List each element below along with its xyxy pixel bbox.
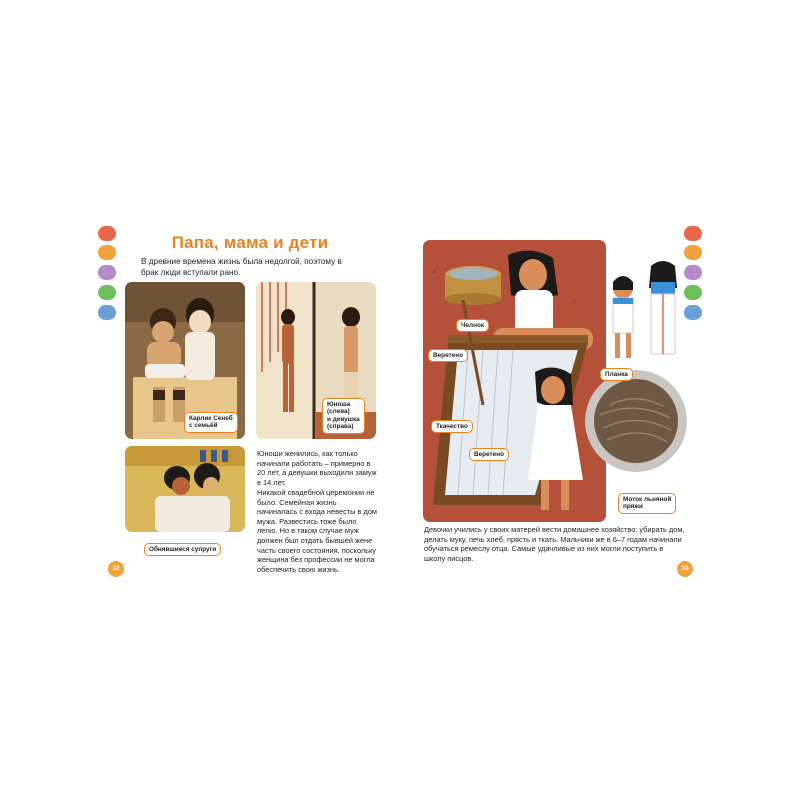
photo-embracing-spouses	[125, 446, 245, 532]
label-plank: Планка	[600, 368, 633, 381]
paragraph-wedding-divorce: Никакой свадебной церемонии не было. Семейная жизнь начиналась с входа невесты в дом мужа. Развестись тоже было легко. Но в таком случае муж должен был отдать бывшей жене часть своего состояния, поскольку женщина без профессии не могла обеспечить свою жизнь.	[257, 488, 378, 574]
illustration-weaving	[423, 240, 606, 522]
caption-embracing-spouses: Обнявшиеся супруги	[144, 543, 221, 556]
chapter-tab-red[interactable]	[98, 226, 116, 241]
caption-youth-and-girl: Юноша (слева) и девушка (справа)	[322, 398, 365, 434]
label-spindle-bottom: Веретено	[469, 448, 509, 461]
page-number-right: 33	[677, 561, 693, 577]
intro-text: В древние времена жизнь была недолгой, поэтому в брак люди вступали рано.	[141, 257, 342, 277]
chapter-tab-purple[interactable]	[98, 265, 116, 280]
paragraph-marriage-age: Юноши женились, как только начинали работать – примерно в 20 лет, а девушки выходили замуж в 14 лет.	[257, 449, 377, 487]
page-number-left: 32	[108, 561, 124, 577]
label-weaving: Ткачество	[431, 420, 473, 433]
photo-flax-yarn	[585, 370, 687, 472]
chapter-tab-blue[interactable]	[98, 305, 116, 320]
page-title: Папа, мама и дети	[171, 233, 329, 252]
chapter-tab-green[interactable]	[98, 285, 116, 300]
label-flax-yarn: Моток льняной пряжи	[618, 493, 676, 514]
label-shuttle: Челнок	[456, 319, 489, 332]
paragraph-children-upbringing: Девочки учились у своих матерей вести домашнее хозяйство: убирать дом, делать муку, печь хлеб, прясть и ткать. Мальчики же в 6–7 годам начинали обучаться ремеслу отца. Самые удачливые из них могли поступить в школу писцов.	[424, 525, 685, 563]
chapter-tab-orange-right[interactable]	[684, 245, 702, 260]
chapter-tab-green-right[interactable]	[684, 285, 702, 300]
label-spindle-top: Веретено	[428, 349, 468, 362]
chapter-tab-orange[interactable]	[98, 245, 116, 260]
chapter-tab-red-right[interactable]	[684, 226, 702, 241]
caption-dwarf-seneb: Карлик Сенеб с семьёй	[184, 412, 238, 433]
illustration-egyptian-family	[605, 258, 685, 368]
chapter-tab-purple-right[interactable]	[684, 265, 702, 280]
chapter-tab-blue-right[interactable]	[684, 305, 702, 320]
